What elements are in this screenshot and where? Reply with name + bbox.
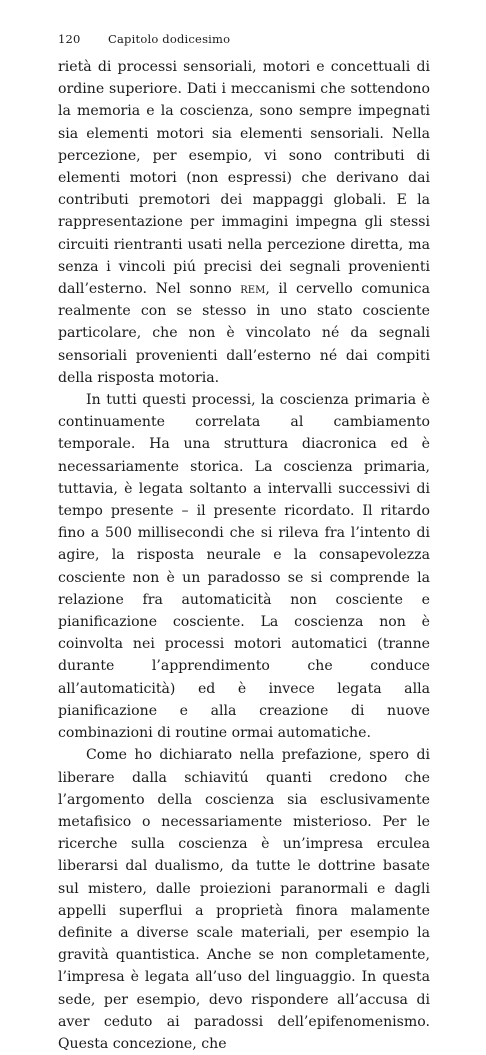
running-header xyxy=(58,32,230,46)
paragraph: Come ho dichiarato nella prefazione, spero di liberare dalla schiavitú quanti credono che l’argomento della coscienza sia esclusivamente metafisico o necessariamente misterioso. Per le ricerche sulla coscienza è un’impresa erculea liberarsi dal dualismo, da tutte le dottrine basate sul mistero, dalle proiezioni paranormali e dagli appelli superflui a proprietà finora malamente definite a diverse scale materiali, per esempio la gravità quantistica. Anche se non completamente, l’impresa è legata all’uso del linguaggio. In questa sede, per esempio, devo rispondere all’accusa di aver ceduto ai paradossi dell’epifenomenismo. Questa concezione, che xyxy=(58,747,430,1052)
body-text xyxy=(58,56,430,1055)
paragraph-text-part: , il cervello comunica realmente con se stesso in uno stato cosciente particolare, che non è vincolato né da segnali sensoriali provenienti dall’esterno né dai compiti della risposta motoria. xyxy=(58,281,430,386)
page-number: 120 xyxy=(58,32,81,46)
paragraph-text-part: rietà di processi sensoriali, motori e concettuali di ordine superiore. Dati i meccanismi che sottendono la memoria e la coscienza, sono sempre impegnati sia elementi motori sia elementi sensoriali. Nella percezione, per esempio, vi sono contributi di elementi motori (non espressi) che derivano dai contributi premotori dei mappaggi globali. E la rappresentazione per immagini impegna gli stessi circuiti rientranti usati nella percezione diretta, ma senza i vincoli piú precisi dei segnali provenienti dall’esterno. Nel sonno xyxy=(58,59,430,298)
rem-abbreviation: rem xyxy=(240,281,266,298)
paragraph-continued xyxy=(58,56,430,389)
chapter-title: Capitolo dodicesimo xyxy=(108,32,231,46)
paragraph: In tutti questi processi, la coscienza primaria è continuamente correlata al cambiamento temporale. Ha una struttura diacronica ed è necessariamente storica. La coscienza primaria, tuttavia, è legata soltanto a intervalli successivi di tempo presente – il presente ricordato. Il ritardo fino a 500 millisecondi che si rileva fra l’intento di agire, la risposta neurale e la consapevolezza cosciente non è un paradosso se si comprende la relazione fra automaticità non cosciente e pianificazione cosciente. La coscienza non è coinvolta nei processi motori automatici (tranne durante l’apprendimento che conduce all’automaticità) ed è invece legata alla pianificazione e alla creazione di nuove combinazioni di routine ormai automatiche. xyxy=(58,392,430,742)
